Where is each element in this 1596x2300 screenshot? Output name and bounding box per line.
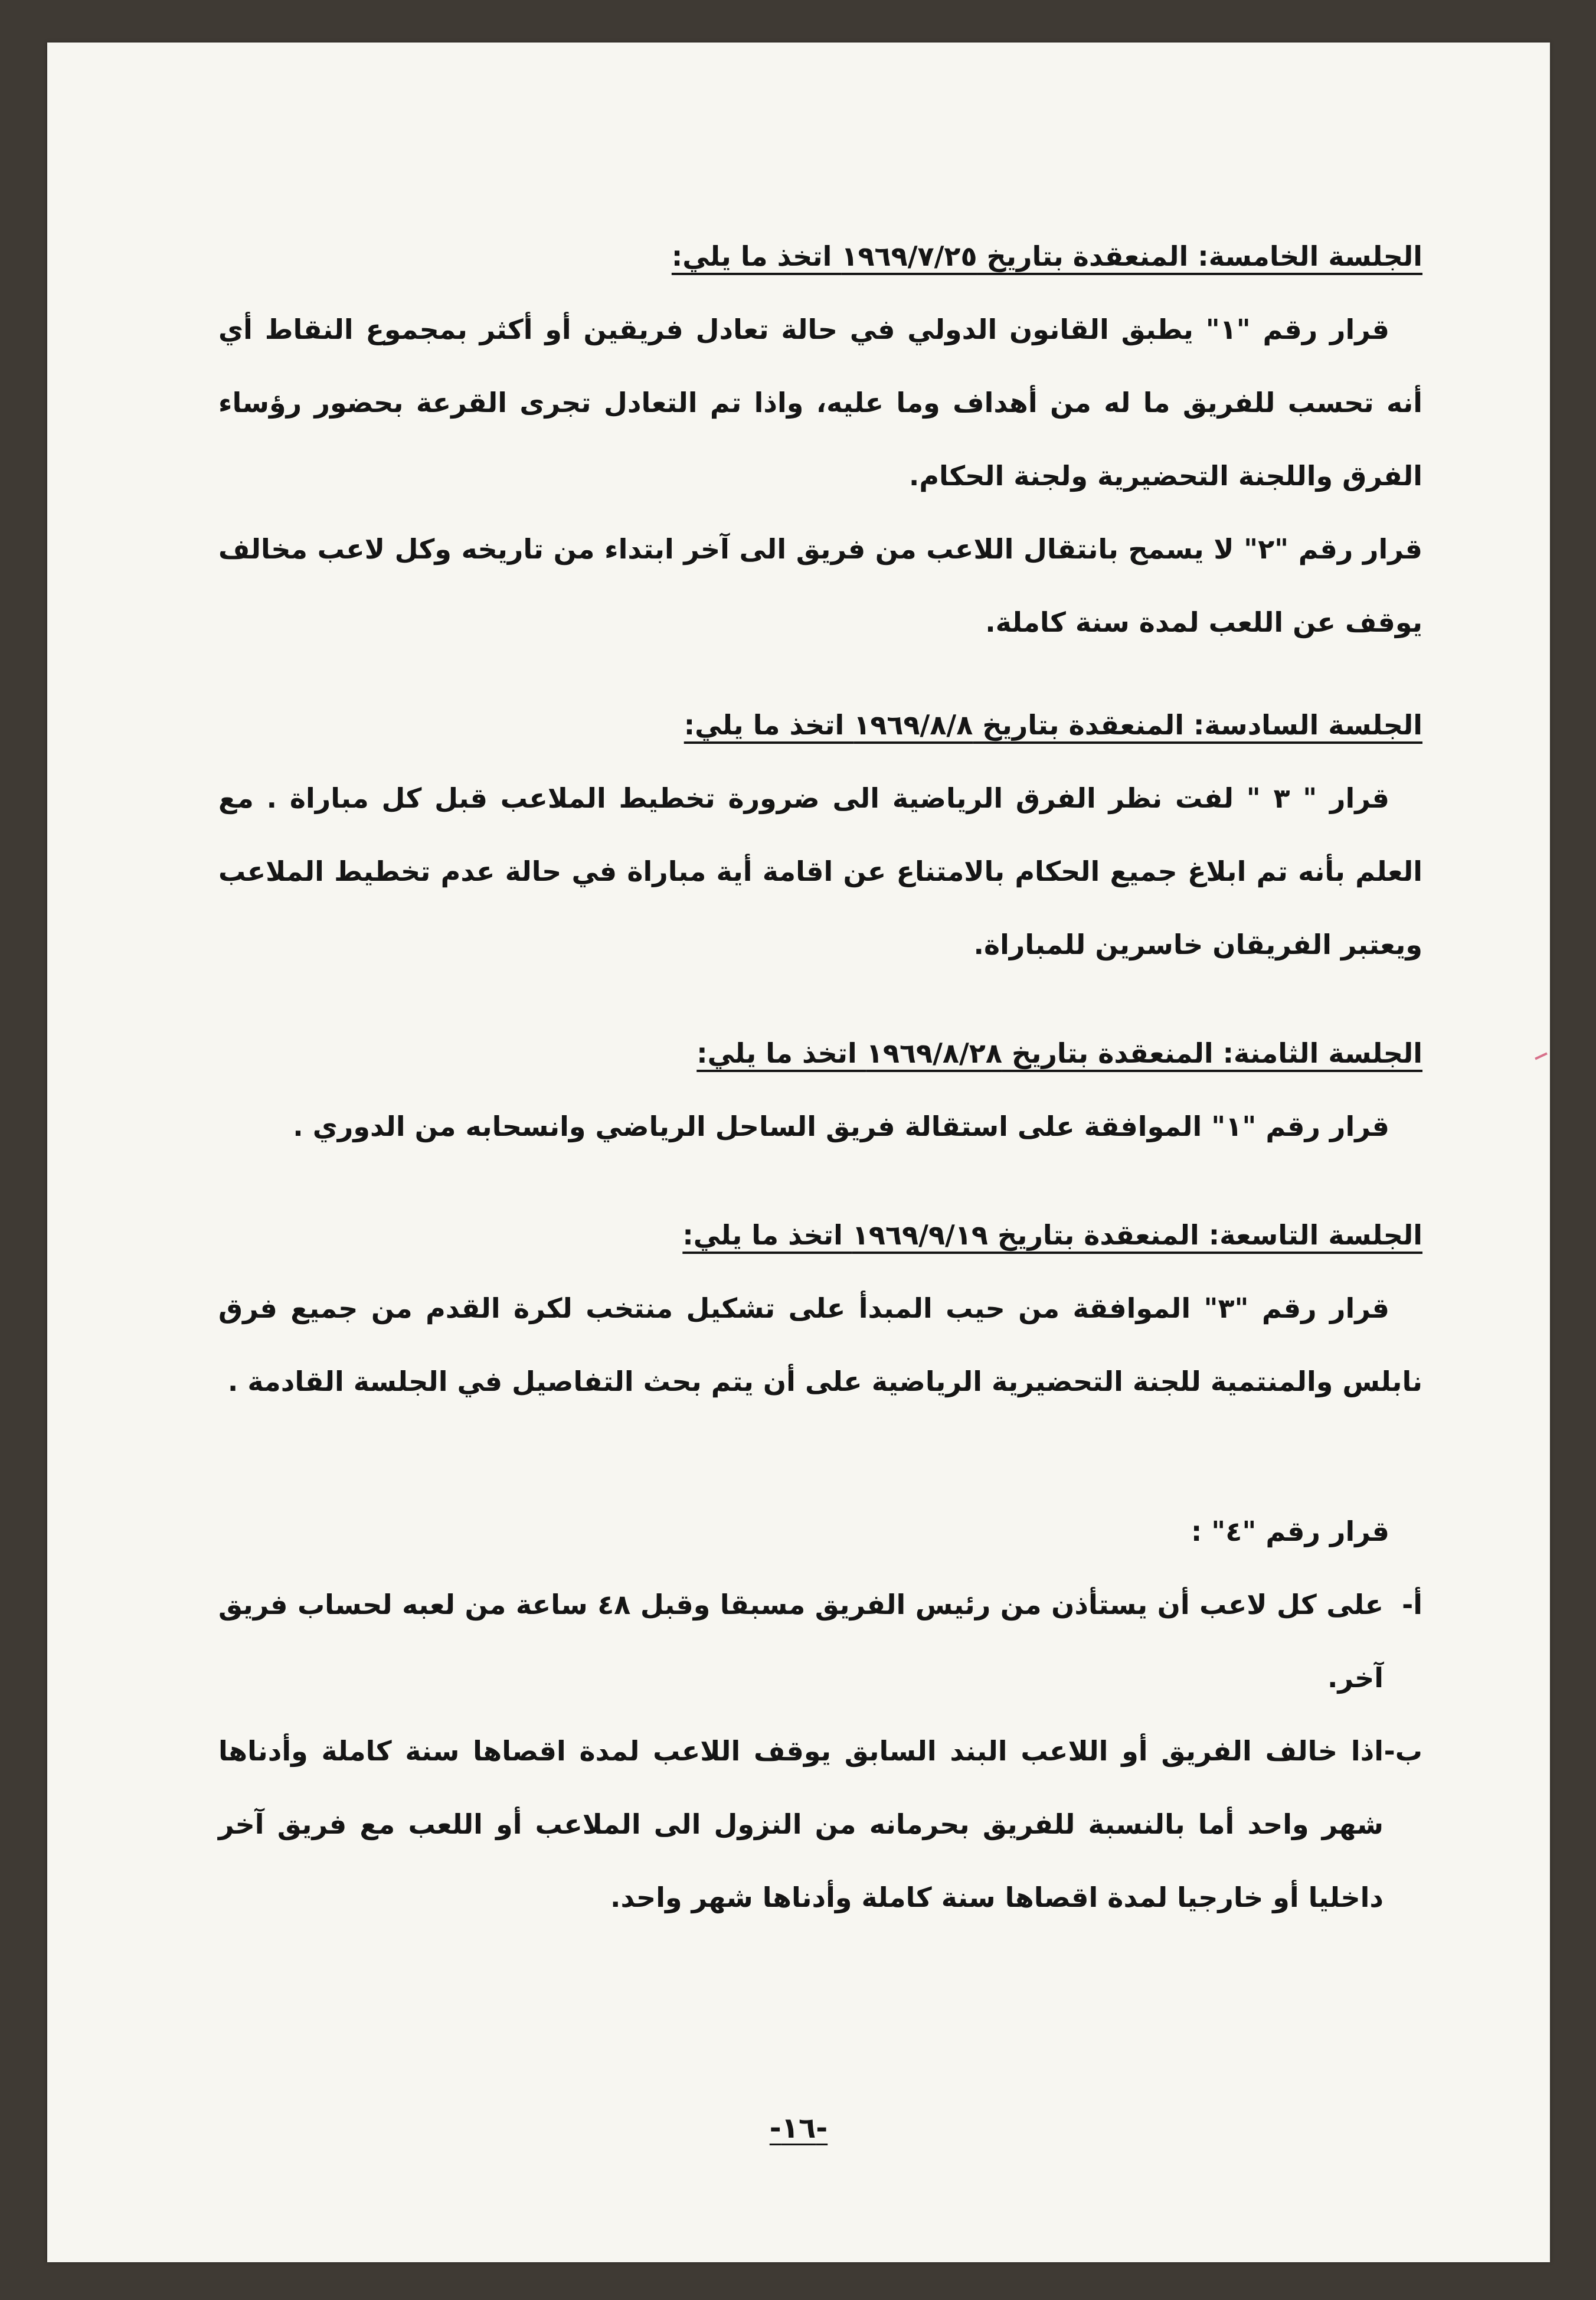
document-page [47,43,1550,2262]
decision-4-item-a [218,1568,1422,1714]
item-b-marker: ب- [1384,1735,1422,1767]
session-5-heading: الجلسة الخامسة: المنعقدة بتاريخ ١٩٦٩/٧/٢٥ اتخذ ما يلي: [671,240,1422,272]
session-5-decision-1: قرار رقم "١" يطبق القانون الدولي في حالة تعادل فريقين أو أكثر بمجموع النقاط أي أنه تحسب للفريق ما له من أهداف وما عليه، واذا تم التعادل تجرى القرعة بحضور رؤساء الفرق واللجنة التحضيرية ولجنة الحكام. [218,313,1422,492]
decision-4-item-b [218,1714,1422,1934]
page-number-text: -١٦- [769,2112,828,2145]
session-8-decision-1: قرار رقم "١" الموافقة على استقالة فريق الساحل الرياضي وانسحابه من الدوري . [293,1110,1389,1142]
session-9-heading: الجلسة التاسعة: المنعقدة بتاريخ ١٩٦٩/٩/١٩ اتخذ ما يلي: [682,1219,1422,1251]
session-5-decision-2: قرار رقم "٢" لا يسمح بانتقال اللاعب من فريق الى آخر ابتداء من تاريخه وكل لاعب مخالف يوقف عن اللعب لمدة سنة كاملة. [218,533,1423,638]
session-6-heading: الجلسة السادسة: المنعقدة بتاريخ ١٩٦٩/٨/٨ اتخذ ما يلي: [683,709,1422,741]
item-a-marker: أ- [1402,1589,1422,1621]
decision-4-title: قرار رقم "٤" : [1191,1515,1389,1547]
session-6-decision-3: قرار " ٣ " لفت نظر الفرق الرياضية الى ضرورة تخطيط الملاعب قبل كل مباراة . مع العلم بأنه تم ابلاغ جميع الحكام بالامتناع عن اقامة أية مباراة في حالة عدم تخطيط الملاعب ويعتبر الفريقان خاسرين للمباراة. [218,782,1422,960]
session-9-decision-3: قرار رقم "٣" الموافقة من حيب المبدأ على تشكيل منتخب لكرة القدم من جميع فرق نابلس والمنتمية للجنة التحضيرية الرياضية على أن يتم بحث التفاصيل في الجلسة القادمة . [218,1292,1422,1397]
session-8-heading: الجلسة الثامنة: المنعقدة بتاريخ ١٩٦٩/٨/٢٨ اتخذ ما يلي: [696,1037,1422,1069]
page-number [47,2112,1550,2145]
item-a-text: على كل لاعب أن يستأذن من رئيس الفريق مسبقا وقبل ٤٨ ساعة من لعبه لحساب فريق آخر. [218,1589,1384,1694]
document-body [218,220,1422,1934]
item-b-text: اذا خالف الفريق أو اللاعب البند السابق يوقف اللاعب لمدة اقصاها سنة كاملة وأدناها شهر واحد أما بالنسبة للفريق بحرمانه من النزول الى الملاعب أو اللعب مع فريق آخر داخليا أو خارجيا لمدة اقصاها سنة كاملة وأدناها شهر واحد. [218,1735,1384,1913]
ink-mark [1535,1053,1548,1060]
